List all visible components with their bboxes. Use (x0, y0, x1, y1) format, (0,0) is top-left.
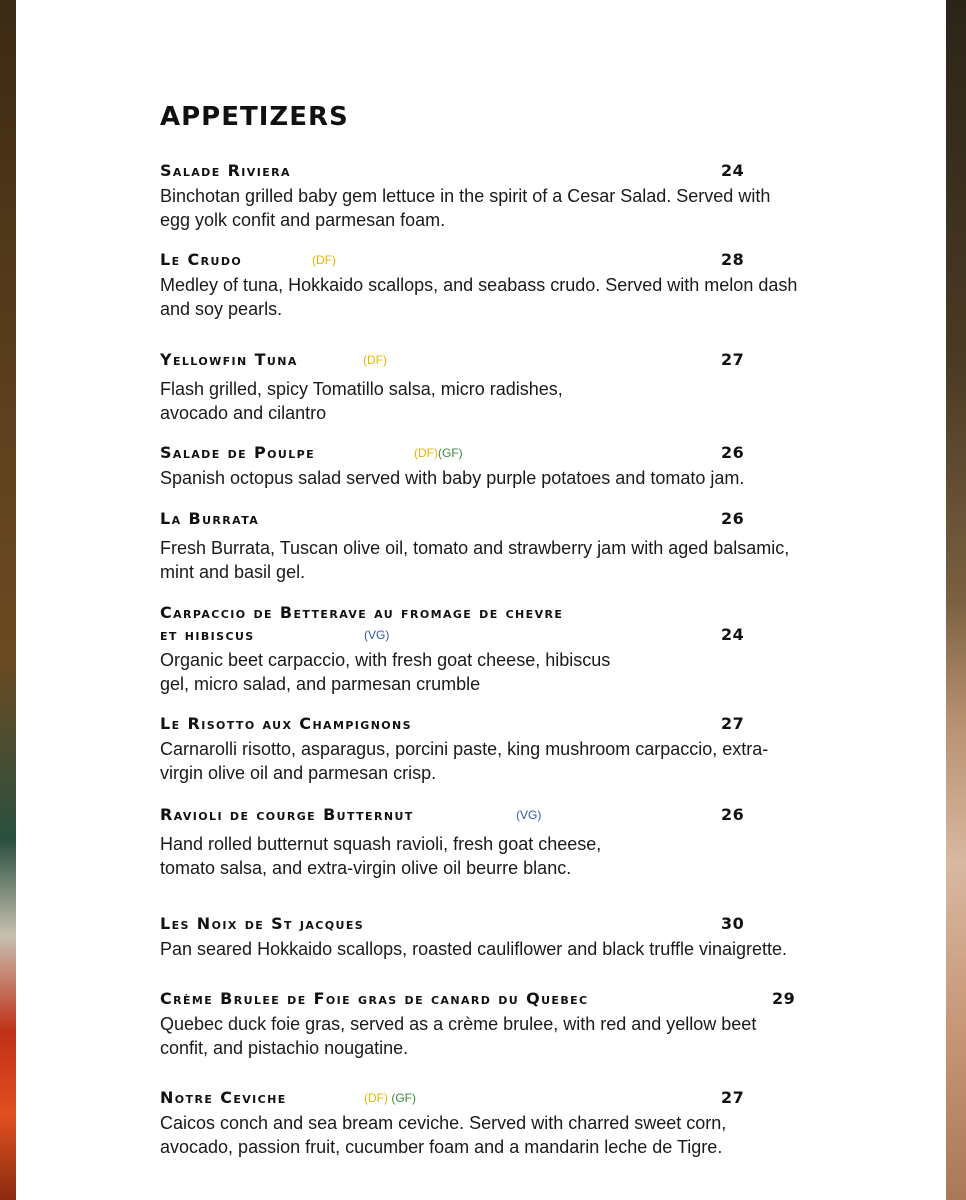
menu-item (160, 602, 880, 696)
item-description: Carnarolli risotto, asparagus, porcini paste, king mushroom carpaccio, extra- virgin olive oil and parmesan crisp. (160, 739, 769, 783)
item-name: Le Crudo (160, 250, 243, 269)
item-price: 27 (721, 1088, 745, 1107)
menu-item (160, 249, 880, 321)
item-price: 26 (721, 805, 745, 824)
item-price: 24 (721, 161, 745, 180)
item-name: Ravioli de courge Butternut (160, 805, 414, 824)
item-price: 28 (721, 250, 745, 269)
menu-item (160, 988, 880, 1060)
background-left-photo (0, 0, 16, 1200)
dietary-tags (312, 252, 336, 268)
item-description: Organic beet carpaccio, with fresh goat cheese, hibiscus gel, micro salad, and parmesan crumble (160, 650, 611, 694)
item-description: Quebec duck foie gras, served as a crème brulee, with red and yellow beet confit, and pistachio nougatine. (160, 1014, 757, 1058)
item-name: Le Risotto aux Champignons (160, 714, 412, 733)
item-price: 26 (721, 509, 745, 528)
item-description: Hand rolled butternut squash ravioli, fresh goat cheese, tomato salsa, and extra-virgin olive oil beurre blanc. (160, 834, 602, 878)
dietary-tags (364, 1090, 416, 1106)
menu-item (160, 349, 880, 425)
item-price: 27 (721, 350, 745, 369)
item-description: Caicos conch and sea bream ceviche. Served with charred sweet corn, avocado, passion fruit, cucumber foam and a mandarin leche de Tigre. (160, 1113, 727, 1157)
section-heading: APPETIZERS (160, 102, 349, 132)
tag-df: (DF) (312, 253, 336, 267)
menu-item (160, 804, 880, 880)
dietary-tags (414, 445, 463, 461)
item-price: 29 (772, 989, 796, 1008)
menu-item (160, 508, 880, 584)
item-name: Les Noix de St jacques (160, 914, 365, 933)
item-description: Medley of tuna, Hokkaido scallops, and seabass crudo. Served with melon dash and soy pearls. (160, 275, 798, 319)
item-description: Spanish octopus salad served with baby purple potatoes and tomato jam. (160, 468, 745, 488)
dietary-tags (516, 807, 541, 823)
item-name: Carpaccio de Betterave au fromage de chevre et hibiscus (160, 603, 564, 644)
dietary-tags (364, 627, 389, 643)
item-price: 30 (721, 914, 745, 933)
tag-df: (DF) (364, 1091, 388, 1105)
menu-item (160, 442, 880, 490)
item-description: Flash grilled, spicy Tomatillo salsa, micro radishes, avocado and cilantro (160, 379, 563, 423)
item-name: Salade de Poulpe (160, 443, 315, 462)
menu-item (160, 713, 880, 785)
menu-item (160, 913, 880, 961)
tag-df: (DF) (414, 446, 438, 460)
item-description: Binchotan grilled baby gem lettuce in the spirit of a Cesar Salad. Served with egg yolk confit and parmesan foam. (160, 186, 771, 230)
tag-df: (DF) (363, 353, 387, 367)
tag-vg: (VG) (516, 808, 542, 822)
item-name: Salade Riviera (160, 161, 291, 180)
tag-gf: (GF) (391, 1091, 416, 1105)
item-price: 26 (721, 443, 745, 462)
item-price: 24 (721, 625, 745, 644)
dietary-tags (363, 352, 387, 368)
background-right-photo (946, 0, 966, 1200)
item-name: La Burrata (160, 509, 260, 528)
item-name: Crème Brulee de Foie gras de canard du Quebec (160, 989, 589, 1008)
item-description: Pan seared Hokkaido scallops, roasted cauliflower and black truffle vinaigrette. (160, 939, 788, 959)
item-name: Yellowfin Tuna (160, 350, 298, 369)
item-name: Notre Ceviche (160, 1088, 287, 1107)
menu-item (160, 160, 880, 232)
item-price: 27 (721, 714, 745, 733)
tag-vg: (VG) (364, 628, 390, 642)
item-description: Fresh Burrata, Tuscan olive oil, tomato and strawberry jam with aged balsamic, mint and basil gel. (160, 538, 790, 582)
tag-gf: (GF) (438, 446, 463, 460)
menu-item (160, 1087, 880, 1159)
